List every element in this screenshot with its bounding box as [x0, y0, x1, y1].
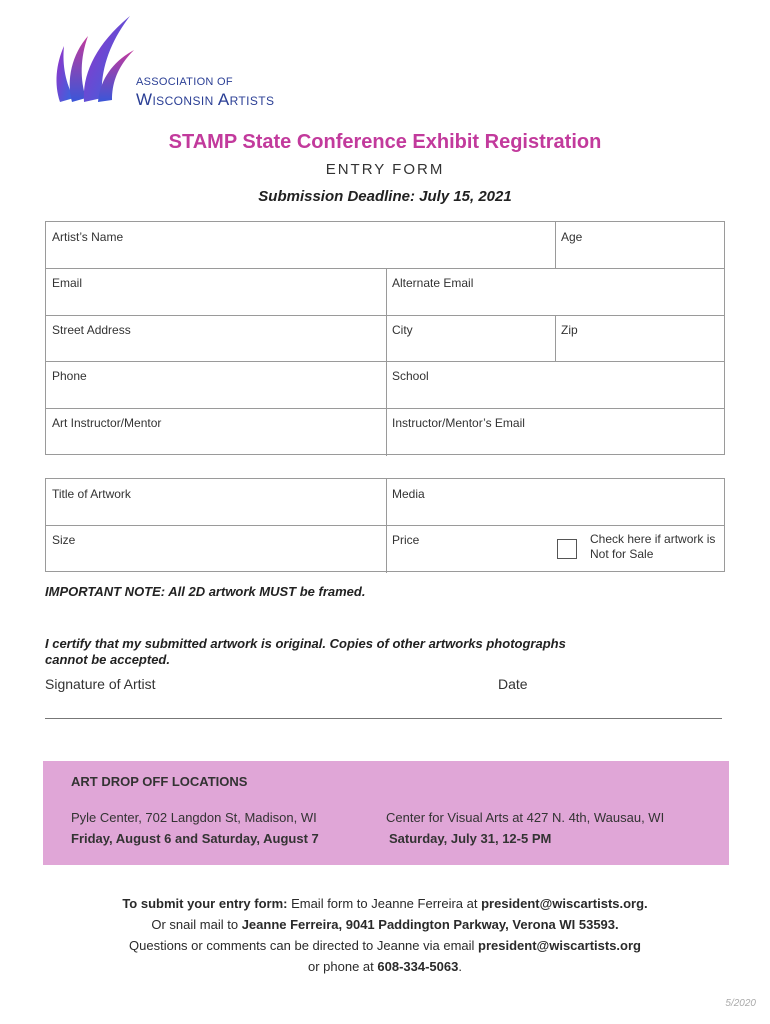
submit-line-3	[0, 935, 770, 956]
submit-line-2-text: Or snail mail to	[151, 917, 242, 932]
artwork-info-table	[45, 478, 725, 572]
important-note: IMPORTANT NOTE: All 2D artwork MUST be framed.	[45, 584, 366, 599]
submit-line-3-text: Questions or comments can be directed to Jeanne via email	[129, 938, 479, 953]
size-label: Size	[52, 533, 76, 547]
media-field[interactable]	[386, 479, 725, 525]
drop-off-title: ART DROP OFF LOCATIONS	[71, 774, 248, 789]
phone-field[interactable]	[46, 361, 386, 408]
submission-deadline: Submission Deadline: July 15, 2021	[258, 188, 512, 205]
submit-line-2	[0, 914, 770, 935]
age-label: Age	[561, 230, 583, 244]
media-label: Media	[392, 487, 425, 501]
page-subtitle: ENTRY FORM	[325, 161, 445, 178]
size-field[interactable]	[46, 525, 386, 572]
submit-lead: To submit your entry form:	[122, 896, 288, 911]
questions-email-link[interactable]: president@wiscartists.org	[478, 938, 641, 953]
submit-period: .	[458, 959, 462, 974]
zip-field[interactable]	[555, 315, 725, 361]
date-label: Date	[498, 676, 528, 692]
price-label: Price	[392, 533, 420, 547]
drop-off-locations-panel	[43, 761, 729, 865]
mailing-address: Jeanne Ferreira, 9041 Paddington Parkway, Verona WI 53593.	[241, 917, 619, 932]
certification-line-2: cannot be accepted.	[45, 652, 170, 667]
phone-label: Phone	[52, 369, 87, 383]
certification-line-1: I certify that my submitted artwork is original. Copies of other artworks photographs	[45, 636, 566, 651]
artist-name-label: Artist’s Name	[52, 230, 124, 244]
signature-label: Signature of Artist	[45, 676, 156, 692]
certification-statement	[45, 636, 645, 668]
signature-line[interactable]	[45, 718, 722, 719]
zip-label: Zip	[561, 323, 578, 337]
street-address-label: Street Address	[52, 323, 131, 337]
alternate-email-label: Alternate Email	[392, 276, 474, 290]
submit-line-4	[0, 956, 770, 977]
page-title: STAMP State Conference Exhibit Registration	[168, 131, 602, 153]
email-field[interactable]	[46, 268, 386, 315]
location-dates: Saturday, July 31, 12-5 PM	[389, 831, 552, 846]
artwork-title-label: Title of Artwork	[52, 487, 131, 501]
location-address: Center for Visual Arts at 427 N. 4th, Wausau, WI	[386, 810, 665, 825]
submit-line-1	[0, 893, 770, 914]
location-address: Pyle Center, 702 Langdon St, Madison, WI	[71, 810, 317, 825]
footer-revision-date: 5/2020	[725, 998, 756, 1009]
association-logo	[52, 14, 292, 110]
age-field[interactable]	[555, 222, 725, 268]
not-for-sale-checkbox[interactable]	[557, 539, 577, 559]
submit-line-4-text: or phone at	[308, 959, 378, 974]
art-instructor-field[interactable]	[46, 408, 386, 455]
price-field[interactable]	[386, 525, 546, 572]
logo-text-association: ASSOCIATION OF	[136, 76, 233, 88]
submission-instructions	[0, 893, 770, 977]
city-field[interactable]	[386, 315, 555, 361]
alternate-email-field[interactable]	[386, 268, 725, 315]
school-field[interactable]	[386, 361, 725, 408]
submit-email-link[interactable]: president@wiscartists.org.	[481, 896, 648, 911]
not-for-sale-label: Check here if artwork is Not for Sale	[590, 532, 716, 561]
city-label: City	[392, 323, 413, 337]
flame-brush-logo-icon	[52, 14, 142, 110]
art-instructor-label: Art Instructor/Mentor	[52, 416, 162, 430]
instructor-email-field[interactable]	[386, 408, 725, 455]
location-dates: Friday, August 6 and Saturday, August 7	[71, 831, 319, 846]
artist-name-field[interactable]	[46, 222, 555, 268]
phone-number[interactable]: 608-334-5063	[377, 959, 459, 974]
instructor-email-label: Instructor/Mentor’s Email	[392, 416, 525, 430]
submit-line-1-text: Email form to Jeanne Ferreira at	[287, 896, 482, 911]
street-address-field[interactable]	[46, 315, 386, 361]
email-label: Email	[52, 276, 83, 290]
logo-text-wisconsin-artists: Wisconsin Artists	[136, 90, 275, 109]
school-label: School	[392, 369, 429, 383]
artwork-title-field[interactable]	[46, 479, 386, 525]
artist-info-table	[45, 221, 725, 455]
